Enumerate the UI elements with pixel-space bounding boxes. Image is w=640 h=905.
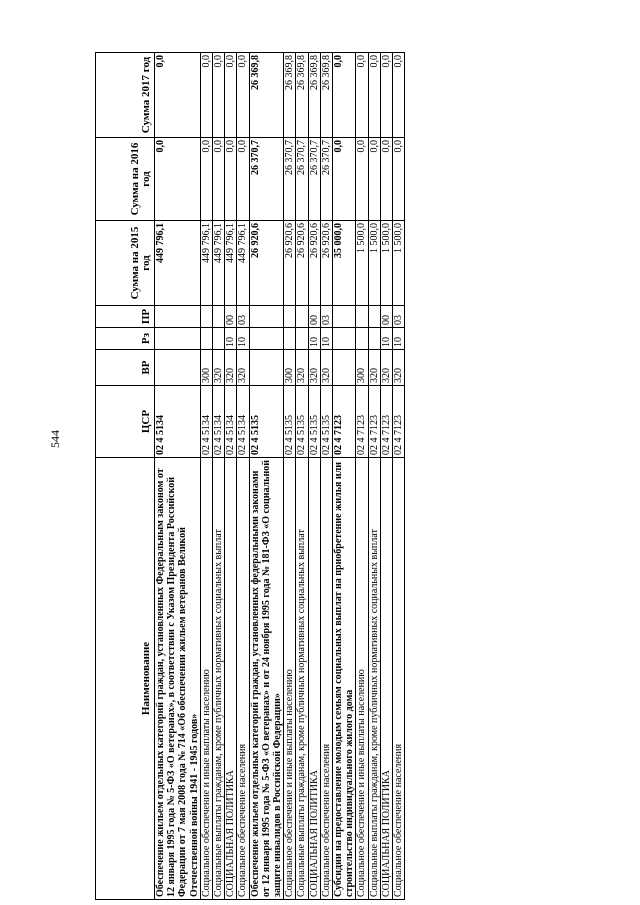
cell-name: СОЦИАЛЬНАЯ ПОЛИТИКА xyxy=(225,458,237,900)
cell-rz: 10 xyxy=(393,328,405,350)
header-name: Наименование xyxy=(96,458,155,900)
cell-sum-2015: 26 920,6 xyxy=(284,221,296,306)
cell-csr: 02 4 5135 xyxy=(296,386,308,458)
cell-sum-2016: 0,0 xyxy=(200,138,212,221)
cell-pr xyxy=(213,306,225,328)
table-row xyxy=(296,53,308,900)
cell-pr xyxy=(249,306,284,328)
cell-csr: 02 4 5134 xyxy=(155,386,201,458)
cell-sum-2017: 0,0 xyxy=(380,53,392,138)
cell-csr: 02 4 7123 xyxy=(380,386,392,458)
cell-sum-2017: 26 369,8 xyxy=(249,53,284,138)
header-vr: ВР xyxy=(96,350,155,386)
cell-sum-2016: 0,0 xyxy=(356,138,368,221)
cell-name: Обеспечение жильем отдельных категорий граждан, установленных Федеральным законом от 12 января 1995 года № 5-ФЗ «О ветеранах», в соответствии с Указом Президента Российской Федерации от 7 мая 2008 года № 714 «Об обеспечении жильем ветеранов Великой Отечественной войны 1941 - 1945 годов» xyxy=(155,458,201,900)
cell-sum-2015: 1 500,0 xyxy=(368,221,380,306)
cell-rz xyxy=(356,328,368,350)
cell-pr: 00 xyxy=(308,306,320,328)
cell-sum-2017: 0,0 xyxy=(200,53,212,138)
header-rz: Рз xyxy=(96,328,155,350)
cell-vr: 320 xyxy=(320,350,332,386)
cell-name: Социальные выплаты гражданам, кроме публичных нормативных социальных выплат xyxy=(296,458,308,900)
cell-sum-2015: 26 920,6 xyxy=(308,221,320,306)
cell-sum-2017: 26 369,8 xyxy=(320,53,332,138)
cell-sum-2017: 26 369,8 xyxy=(284,53,296,138)
cell-sum-2016: 0,0 xyxy=(213,138,225,221)
cell-rz: 10 xyxy=(225,328,237,350)
cell-sum-2015: 449 796,1 xyxy=(225,221,237,306)
table-row xyxy=(320,53,332,900)
cell-vr xyxy=(155,350,201,386)
cell-pr xyxy=(333,306,356,328)
cell-sum-2015: 1 500,0 xyxy=(393,221,405,306)
cell-pr xyxy=(356,306,368,328)
cell-vr: 320 xyxy=(296,350,308,386)
cell-name: Социальные выплаты гражданам, кроме публичных нормативных социальных выплат xyxy=(213,458,225,900)
cell-pr: 00 xyxy=(225,306,237,328)
header-csr: ЦСР xyxy=(96,386,155,458)
cell-vr: 320 xyxy=(225,350,237,386)
cell-csr: 02 4 7123 xyxy=(393,386,405,458)
cell-csr: 02 4 7123 xyxy=(368,386,380,458)
cell-name: Социальные выплаты гражданам, кроме публичных нормативных социальных выплат xyxy=(368,458,380,900)
cell-vr xyxy=(249,350,284,386)
table-row xyxy=(368,53,380,900)
header-sum-2017: Сумма 2017 год xyxy=(96,53,155,138)
table-row xyxy=(308,53,320,900)
cell-rz: 10 xyxy=(237,328,249,350)
cell-rz xyxy=(284,328,296,350)
table-row xyxy=(249,53,284,900)
cell-sum-2016: 26 370,7 xyxy=(308,138,320,221)
cell-sum-2015: 26 920,6 xyxy=(320,221,332,306)
table-row xyxy=(200,53,212,900)
cell-vr xyxy=(333,350,356,386)
cell-sum-2015: 449 796,1 xyxy=(200,221,212,306)
table-row xyxy=(356,53,368,900)
cell-vr: 300 xyxy=(284,350,296,386)
cell-name: Социальное обеспечение населения xyxy=(320,458,332,900)
cell-sum-2016: 26 370,7 xyxy=(320,138,332,221)
cell-rz: 10 xyxy=(380,328,392,350)
cell-csr: 02 4 5135 xyxy=(308,386,320,458)
cell-csr: 02 4 5134 xyxy=(213,386,225,458)
cell-pr xyxy=(296,306,308,328)
cell-sum-2016: 0,0 xyxy=(393,138,405,221)
table-row xyxy=(393,53,405,900)
cell-sum-2017: 26 369,8 xyxy=(308,53,320,138)
cell-sum-2017: 0,0 xyxy=(393,53,405,138)
cell-sum-2017: 0,0 xyxy=(225,53,237,138)
cell-vr: 320 xyxy=(393,350,405,386)
cell-sum-2015: 35 000,0 xyxy=(333,221,356,306)
cell-rz xyxy=(333,328,356,350)
budget-table xyxy=(95,52,405,900)
cell-sum-2016: 0,0 xyxy=(368,138,380,221)
header-pr: ПР xyxy=(96,306,155,328)
table-row xyxy=(284,53,296,900)
cell-csr: 02 4 5134 xyxy=(200,386,212,458)
cell-csr: 02 4 5134 xyxy=(237,386,249,458)
cell-vr: 320 xyxy=(380,350,392,386)
cell-vr: 300 xyxy=(200,350,212,386)
cell-name: Социальное обеспечение населения xyxy=(237,458,249,900)
cell-rz: 10 xyxy=(308,328,320,350)
rotated-table-container xyxy=(95,53,585,900)
cell-name: Обеспечение жильем отдельных категорий граждан, установленных федеральными законами от 12 января 1995 года № 5-ФЗ «О ветеранах» и от 24 ноября 1995 года № 181-ФЗ «О социальной защите инвалидов в Российской Федерации» xyxy=(249,458,284,900)
cell-rz xyxy=(155,328,201,350)
cell-csr: 02 4 7123 xyxy=(356,386,368,458)
cell-sum-2017: 0,0 xyxy=(356,53,368,138)
cell-pr xyxy=(284,306,296,328)
cell-rz xyxy=(200,328,212,350)
cell-pr: 03 xyxy=(320,306,332,328)
cell-sum-2016: 26 370,7 xyxy=(296,138,308,221)
cell-sum-2016: 0,0 xyxy=(333,138,356,221)
cell-rz: 10 xyxy=(320,328,332,350)
cell-name: Социальное обеспечение и иные выплаты населению xyxy=(356,458,368,900)
page-number: 544 xyxy=(48,430,62,448)
cell-sum-2015: 449 796,1 xyxy=(237,221,249,306)
cell-sum-2016: 0,0 xyxy=(155,138,201,221)
cell-sum-2017: 0,0 xyxy=(155,53,201,138)
cell-csr: 02 4 7123 xyxy=(333,386,356,458)
cell-csr: 02 4 5135 xyxy=(249,386,284,458)
cell-pr xyxy=(155,306,201,328)
cell-sum-2017: 0,0 xyxy=(333,53,356,138)
cell-sum-2015: 1 500,0 xyxy=(380,221,392,306)
header-sum-2016: Сумма на 2016 год xyxy=(96,138,155,221)
cell-pr xyxy=(368,306,380,328)
cell-vr: 320 xyxy=(368,350,380,386)
cell-sum-2015: 26 920,6 xyxy=(296,221,308,306)
cell-vr: 300 xyxy=(356,350,368,386)
cell-sum-2016: 0,0 xyxy=(237,138,249,221)
cell-sum-2016: 0,0 xyxy=(225,138,237,221)
cell-sum-2017: 0,0 xyxy=(237,53,249,138)
table-row xyxy=(380,53,392,900)
table-row xyxy=(155,53,201,900)
cell-rz xyxy=(249,328,284,350)
header-row xyxy=(96,53,155,900)
cell-vr: 320 xyxy=(308,350,320,386)
cell-pr: 03 xyxy=(237,306,249,328)
cell-name: Социальное обеспечение населения xyxy=(393,458,405,900)
cell-csr: 02 4 5135 xyxy=(320,386,332,458)
cell-sum-2016: 0,0 xyxy=(380,138,392,221)
cell-sum-2017: 0,0 xyxy=(213,53,225,138)
cell-sum-2016: 26 370,7 xyxy=(249,138,284,221)
cell-pr: 03 xyxy=(393,306,405,328)
table-row xyxy=(213,53,225,900)
cell-name: Социальное обеспечение и иные выплаты населению xyxy=(200,458,212,900)
cell-rz xyxy=(213,328,225,350)
header-sum-2015: Сумма на 2015 год xyxy=(96,221,155,306)
cell-name: Субсидии на предоставление молодым семьям социальных выплат на приобретение жилья или строительство индивидуального жилого дома xyxy=(333,458,356,900)
table-row xyxy=(225,53,237,900)
cell-name: Социальное обеспечение и иные выплаты населению xyxy=(284,458,296,900)
cell-name: СОЦИАЛЬНАЯ ПОЛИТИКА xyxy=(380,458,392,900)
cell-pr xyxy=(200,306,212,328)
cell-sum-2015: 449 796,1 xyxy=(155,221,201,306)
cell-sum-2015: 26 920,6 xyxy=(249,221,284,306)
table-row xyxy=(333,53,356,900)
cell-csr: 02 4 5134 xyxy=(225,386,237,458)
cell-sum-2015: 1 500,0 xyxy=(356,221,368,306)
cell-pr: 00 xyxy=(380,306,392,328)
cell-sum-2016: 26 370,7 xyxy=(284,138,296,221)
cell-vr: 320 xyxy=(213,350,225,386)
cell-sum-2015: 449 796,1 xyxy=(213,221,225,306)
cell-sum-2017: 26 369,8 xyxy=(296,53,308,138)
cell-rz xyxy=(296,328,308,350)
cell-vr: 320 xyxy=(237,350,249,386)
cell-sum-2017: 0,0 xyxy=(368,53,380,138)
cell-csr: 02 4 5135 xyxy=(284,386,296,458)
table-row xyxy=(237,53,249,900)
cell-rz xyxy=(368,328,380,350)
cell-name: СОЦИАЛЬНАЯ ПОЛИТИКА xyxy=(308,458,320,900)
table-body xyxy=(155,53,405,900)
